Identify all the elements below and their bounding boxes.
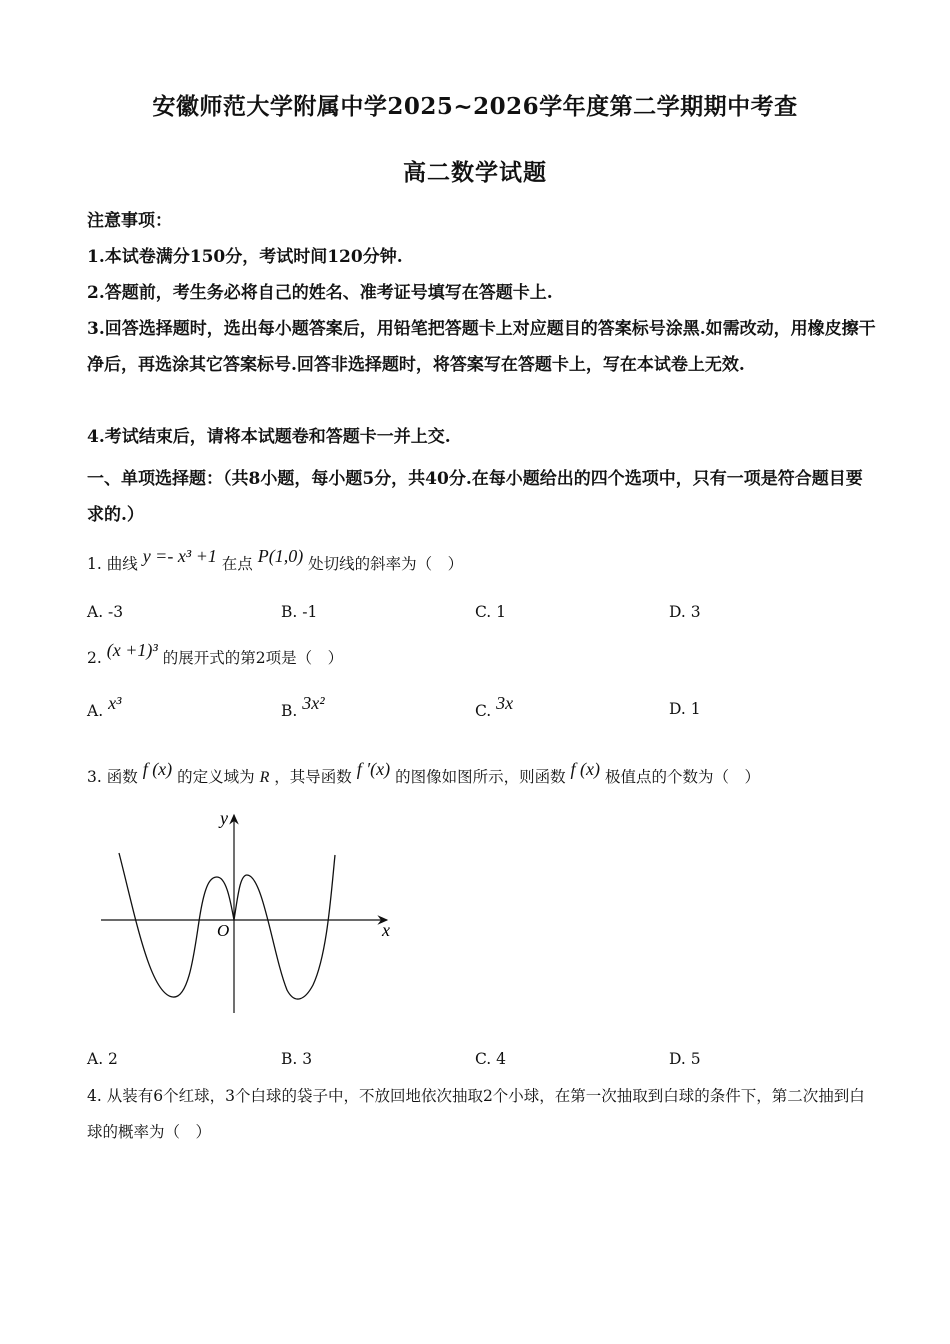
x-axis-label: x (382, 920, 390, 940)
question-2-option-d-label: D. 1 (669, 700, 701, 718)
question-2-option-c-label: C. (475, 702, 492, 720)
question-1-option-c[interactable]: C. 1 (475, 603, 507, 621)
question-1-text-b: 在点 (221, 555, 253, 573)
y-axis-label: y (220, 808, 228, 828)
question-3-fprime: f ′(x) (356, 759, 391, 779)
question-3-number: 3. (87, 768, 102, 786)
question-3-options (87, 1050, 887, 1080)
question-3 (87, 759, 877, 795)
question-1-text-a: 曲线 (106, 555, 138, 573)
question-3-option-c[interactable]: C. 4 (475, 1050, 507, 1068)
question-3-f-2: f (x) (570, 759, 601, 779)
question-2-option-a-label: A. (87, 702, 104, 720)
question-2-option-a[interactable] (87, 693, 122, 721)
exam-title-line2: 高二数学试题 (403, 159, 547, 186)
question-1-text-c: 处切线的斜率为（ ） (308, 555, 464, 573)
question-3-text-c: ，其导函数 (274, 768, 352, 786)
question-1-formula: y =- x³ +1 (142, 546, 217, 566)
question-2-option-d[interactable] (669, 700, 701, 718)
question-2 (87, 640, 877, 675)
question-2-formula: (x +1)³ (106, 640, 158, 660)
question-2-option-b[interactable] (281, 693, 325, 721)
notice-item-3: 3.回答选择题时，选出每小题答案后，用铅笔把答题卡上对应题目的答案标号涂黑.如需改动，用橡皮擦干净后，再选涂其它答案标号.回答非选择题时，将答案写在答题卡上，写在本试卷上无效. (87, 319, 876, 375)
question-2-option-c-math: 3x (496, 693, 514, 713)
question-1-option-b[interactable]: B. -1 (281, 603, 318, 621)
question-3-domain: R (259, 769, 270, 786)
question-3-text-e: 极值点的个数为（ ） (604, 768, 760, 786)
question-2-option-a-math: x³ (108, 693, 122, 713)
question-3-text-a: 函数 (106, 768, 138, 786)
question-1-options (87, 603, 887, 633)
question-3-text-d: 的图像如图所示，则函数 (395, 768, 566, 786)
notice-item-1: 1.本试卷满分150分，考试时间120分钟. (87, 247, 403, 267)
exam-title-line1: 安徽师范大学附属中学2025~2026学年度第二学期期中考查 (152, 93, 798, 120)
question-4: 4. 从装有6个红球，3个白球的袋子中，不放回地依次抽取2个小球，在第一次抽取到白球的条件下，第二次抽到白球的概率为（ ） (87, 1087, 865, 1141)
notice-item-2: 2.答题前，考生务必将自己的姓名、准考证号填写在答题卡上. (87, 283, 553, 303)
section-heading: 一、单项选择题：（共8小题，每小题5分，共40分.在每小题给出的四个选项中，只有一项是符合题目要求的.） (87, 469, 863, 525)
question-2-option-b-label: B. (281, 702, 298, 720)
question-2-number: 2. (87, 649, 102, 667)
origin-label: O (217, 921, 230, 940)
question-1-option-a[interactable]: A. -3 (87, 603, 124, 621)
notice-heading: 注意事项： (87, 211, 172, 231)
question-3-option-b[interactable]: B. 3 (281, 1050, 313, 1068)
derivative-graph (95, 805, 400, 1020)
question-1-option-d[interactable]: D. 3 (669, 603, 701, 621)
question-3-option-d[interactable]: D. 5 (669, 1050, 701, 1068)
question-1 (87, 546, 877, 581)
question-2-option-c[interactable] (475, 693, 514, 721)
question-3-option-a[interactable]: A. 2 (87, 1050, 118, 1068)
notice-item-4: 4.考试结束后，请将本试题卷和答题卡一并上交. (87, 427, 451, 447)
question-2-text: 的展开式的第2项是（ ） (162, 649, 344, 667)
question-2-options (87, 693, 887, 730)
question-3-text-b: 的定义域为 (177, 768, 255, 786)
question-3-f: f (x) (142, 759, 173, 779)
question-2-option-b-math: 3x² (302, 693, 325, 713)
question-1-point: P(1,0) (257, 546, 304, 566)
question-1-number: 1. (87, 555, 102, 573)
